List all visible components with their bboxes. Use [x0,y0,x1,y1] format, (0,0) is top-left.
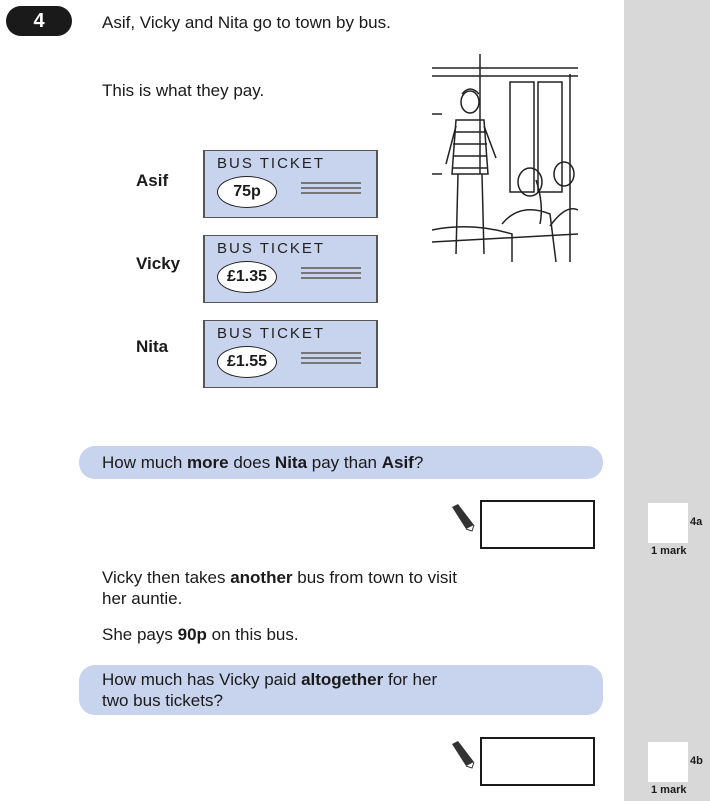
pay-line-text: This is what they pay. [102,81,265,100]
answer-box-4b[interactable] [480,737,595,786]
ticket-fine-print [301,352,361,367]
ticket-fine-print [301,267,361,282]
question-4a-prompt: How much more does Nita pay than Asif? [79,446,603,479]
ticket-title: BUS TICKET [217,240,326,257]
ticket-price: £1.35 [217,261,277,293]
question-ref-4a: 4a [690,516,703,528]
question-ref-4b: 4b [690,755,703,767]
paragraph-another-bus: Vicky then takes another bus from town to visit her auntie. [102,568,457,608]
ticket-name-asif: Asif [136,171,169,190]
question-4b-prompt: How much has Vicky paid altogether for her two bus tickets? [79,665,603,715]
ticket-name-vicky: Vicky [136,254,181,273]
bus-ticket-nita [203,320,378,388]
ticket-price: 75p [217,176,277,208]
ticket-title: BUS TICKET [217,325,326,342]
intro-text: Asif, Vicky and Nita go to town by bus. [102,13,391,32]
mark-box-4b [648,742,688,782]
question-number-badge: 4 [6,6,72,36]
paragraph-pays: She pays 90p on this bus. [102,625,299,644]
bus-ticket-vicky [203,235,378,303]
ticket-fine-print [301,182,361,197]
bus-illustration [432,54,578,262]
mark-label-4a: 1 mark [651,545,687,557]
pencil-icon [448,503,476,533]
bus-ticket-asif [203,150,378,218]
pencil-icon [448,740,476,770]
mark-box-4a [648,503,688,543]
ticket-title: BUS TICKET [217,155,326,172]
mark-label-4b: 1 mark [651,784,687,796]
ticket-price: £1.55 [217,346,277,378]
answer-box-4a[interactable] [480,500,595,549]
ticket-name-nita: Nita [136,337,169,356]
marking-margin [624,0,710,801]
